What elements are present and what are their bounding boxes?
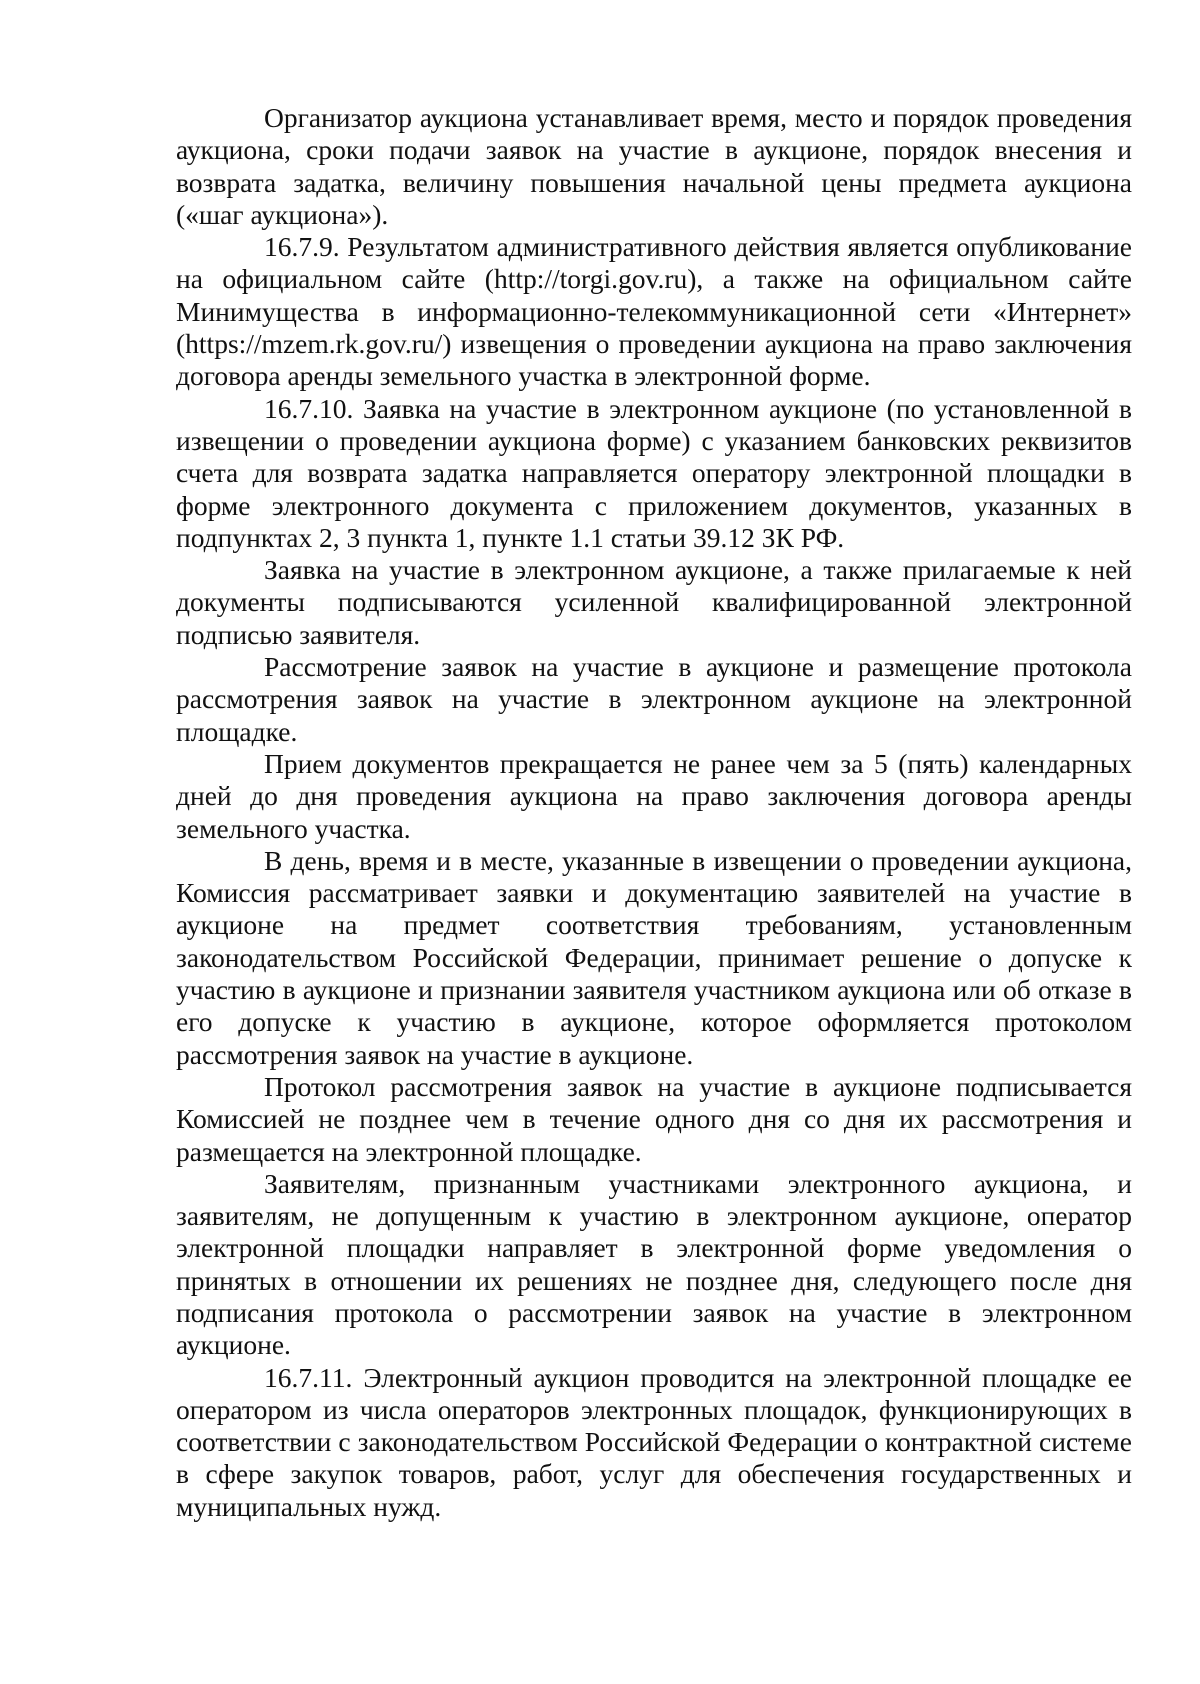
paragraph-16-7-9: 16.7.9. Результатом административного действия является опубликование на официальном сайте (http://torgi.gov.ru), а также на официальном сайте Минимущества в информационно-телекоммуникационной сети «Интернет» (https://mzem.rk.gov.ru/) извещения о проведении аукциона на право заключения договора аренды земельного участка в электронной форме. (176, 231, 1132, 392)
paragraph-protocol-signing: Протокол рассмотрения заявок на участие в аукционе подписывается Комиссией не позднее чем в течение одного дня со дня их рассмотрения и размещается на электронной площадке. (176, 1070, 1132, 1167)
document-body (176, 102, 1132, 1523)
paragraph-applicant-notification: Заявителям, признанным участниками электронного аукциона, и заявителям, не допущенным к участию в электронном аукционе, оператор электронной площадки направляет в электронной форме уведомления о принятых в отношении их решениях не позднее дня, следующего после дня подписания протокола о рассмотрении заявок на участие в электронном аукционе. (176, 1167, 1132, 1361)
paragraph-auction-organizer: Организатор аукциона устанавливает время, место и порядок проведения аукциона, сроки подачи заявок на участие в аукционе, порядок внесения и возврата задатка, величину повышения начальной цены предмета аукциона («шаг аукциона»). (176, 102, 1132, 230)
paragraph-application-signature: Заявка на участие в электронном аукционе, а также прилагаемые к ней документы подписываются усиленной квалифицированной электронной подписью заявителя. (176, 554, 1132, 650)
paragraph-application-review: Рассмотрение заявок на участие в аукционе и размещение протокола рассмотрения заявок на участие в электронном аукционе на электронной площадке. (176, 651, 1132, 747)
paragraph-16-7-11: 16.7.11. Электронный аукцион проводится на электронной площадке ее оператором из числа операторов электронных площадок, функционирующих в соответствии с законодательством Российской Федерации о контрактной системе в сфере закупок товаров, работ, услуг для обеспечения государственных и муниципальных нужд. (176, 1361, 1132, 1522)
paragraph-document-deadline: Прием документов прекращается не ранее чем за 5 (пять) календарных дней до дня проведения аукциона на право заключения договора аренды земельного участка. (176, 747, 1132, 844)
paragraph-commission-review: В день, время и в месте, указанные в извещении о проведении аукциона, Комиссия рассматривает заявки и документацию заявителей на участие в аукционе на предмет соответствия требованиям, установленным законодательством Российской Федерации, принимает решение о допуске к участию в аукционе и признании заявителя участником аукциона или об отказе в его допуске к участию в аукционе, которое оформляется протоколом рассмотрения заявок на участие в аукционе. (176, 844, 1132, 1070)
paragraph-16-7-10: 16.7.10. Заявка на участие в электронном аукционе (по установленной в извещении о проведении аукциона форме) с указанием банковских реквизитов счета для возврата задатка направляется оператору электронной площадки в форме электронного документа с приложением документов, указанных в подпунктах 2, 3 пункта 1, пункте 1.1 статьи 39.12 ЗК РФ. (176, 392, 1132, 553)
